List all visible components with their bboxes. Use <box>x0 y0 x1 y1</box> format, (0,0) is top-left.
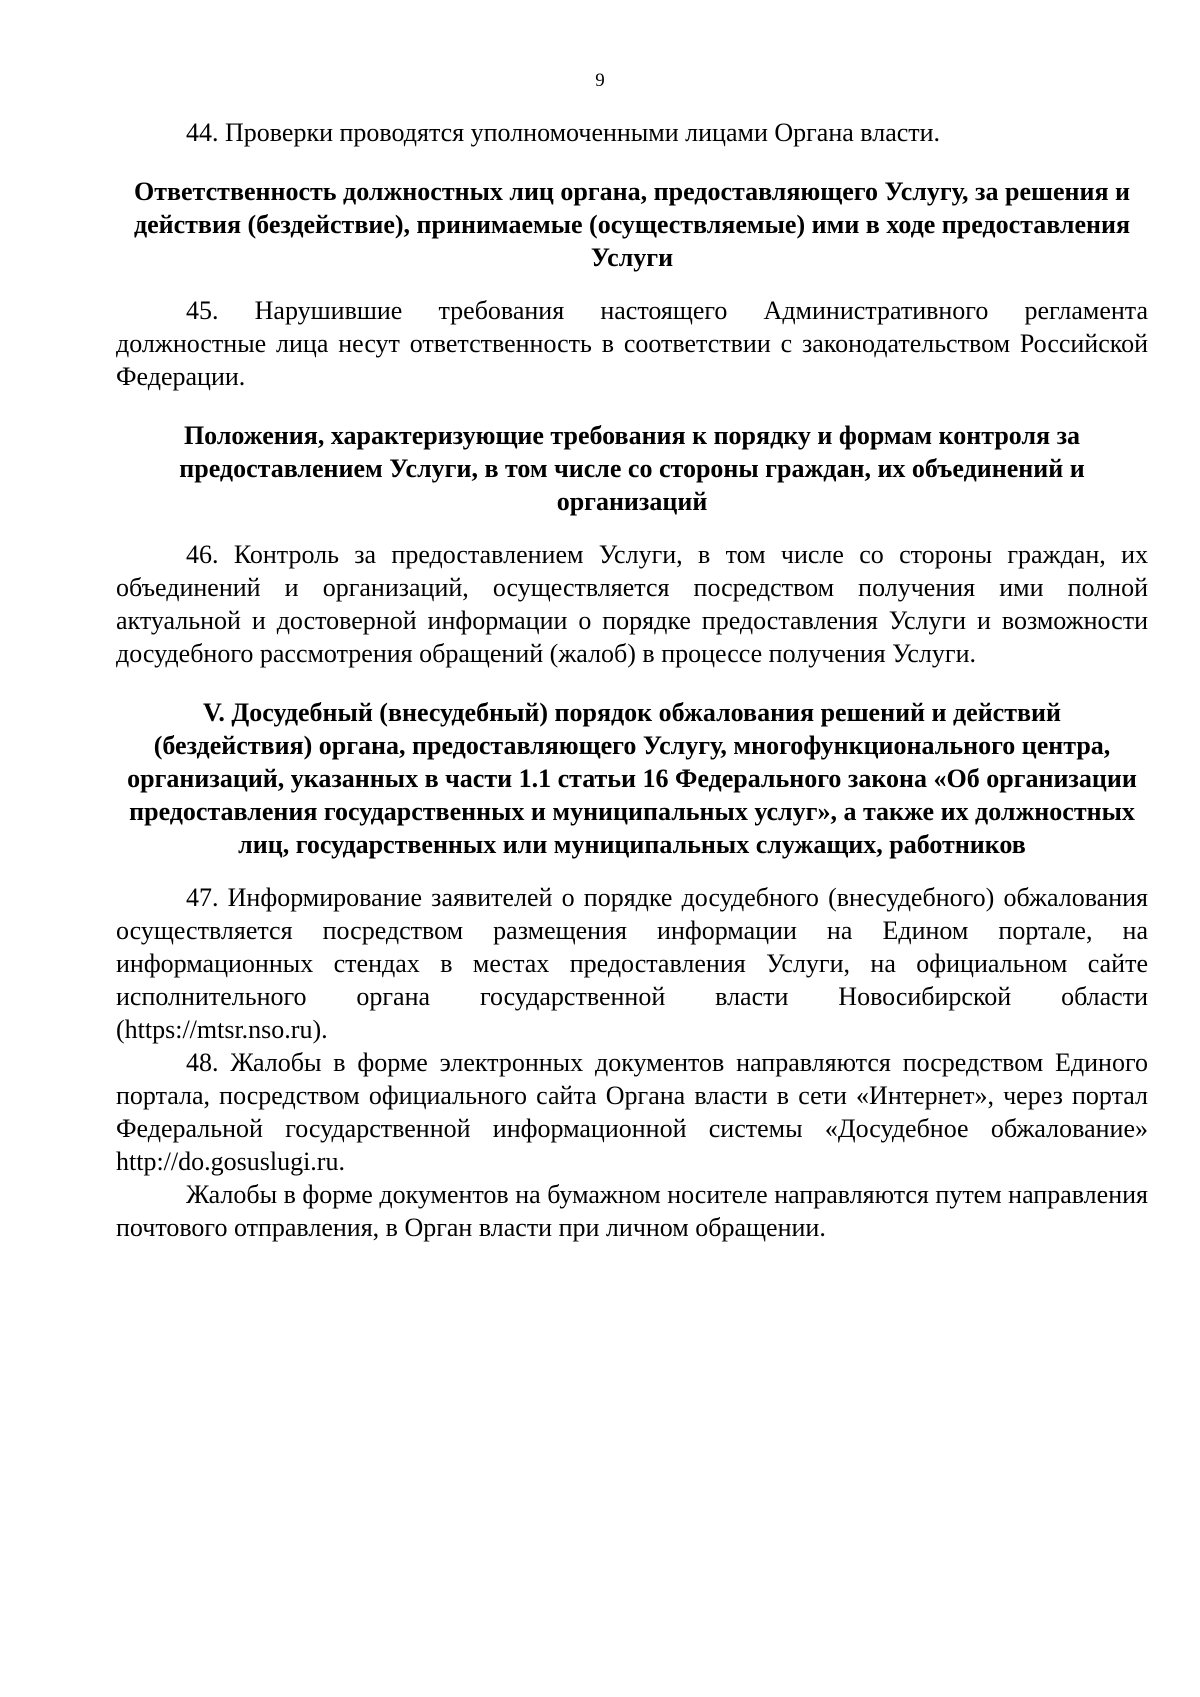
page-number: 9 <box>595 70 605 91</box>
paragraph-46: 46. Контроль за предоставлением Услуги, в том числе со стороны граждан, их объединений и организаций, осуществляется посредством получения ими полной актуальной и достоверной информации о порядке предоставления Услуги и возможности досудебного рассмотрения обращений (жалоб) в процессе получения Услуги. <box>116 540 1148 668</box>
heading-responsibility: Ответственность должностных лиц органа, предоставляющего Услугу, за решения и действия (бездействие), принимаемые (осуществляемые) ими в ходе предоставления Услуги <box>133 177 1131 272</box>
paragraph-48-paper: Жалобы в форме документов на бумажном носителе направляются путем направления почтового отправления, в Орган власти при личном обращении. <box>116 1180 1148 1242</box>
paragraph-44: 44. Проверки проводятся уполномоченными лицами Органа власти. <box>186 118 941 147</box>
paragraph-47: 47. Информирование заявителей о порядке досудебного (внесудебного) обжалования осуществляется посредством размещения информации на Едином портале, на информационных стендах в местах предоставления Услуги, на официальном сайте исполнительного органа государственной власти Новосибирской области (https://mtsr.nso.ru). <box>116 883 1148 1044</box>
paragraph-48: 48. Жалобы в форме электронных документов направляются посредством Единого портала, посредством официального сайта Органа власти в сети «Интернет», через портал Федеральной государственной информационной системы «Досудебное обжалование» http://do.gosuslugi.ru. <box>116 1048 1148 1176</box>
document-body <box>116 116 1148 1244</box>
paragraph-45: 45. Нарушившие требования настоящего Административного регламента должностные лица несут ответственность в соответствии с законодательством Российской Федерации. <box>116 296 1148 391</box>
heading-control: Положения, характеризующие требования к порядку и формам контроля за предоставлением Услуги, в том числе со стороны граждан, их объединений и организаций <box>179 421 1085 516</box>
heading-section-v: V. Досудебный (внесудебный) порядок обжалования решений и действий (бездействия) органа, предоставляющего Услугу, многофункционального центра, организаций, указанных в части 1.1 статьи 16 Федерального закона «Об организации предоставления государственных и муниципальных услуг», а также их должностных лиц, государственных или муниципальных служащих, работников <box>127 698 1137 859</box>
